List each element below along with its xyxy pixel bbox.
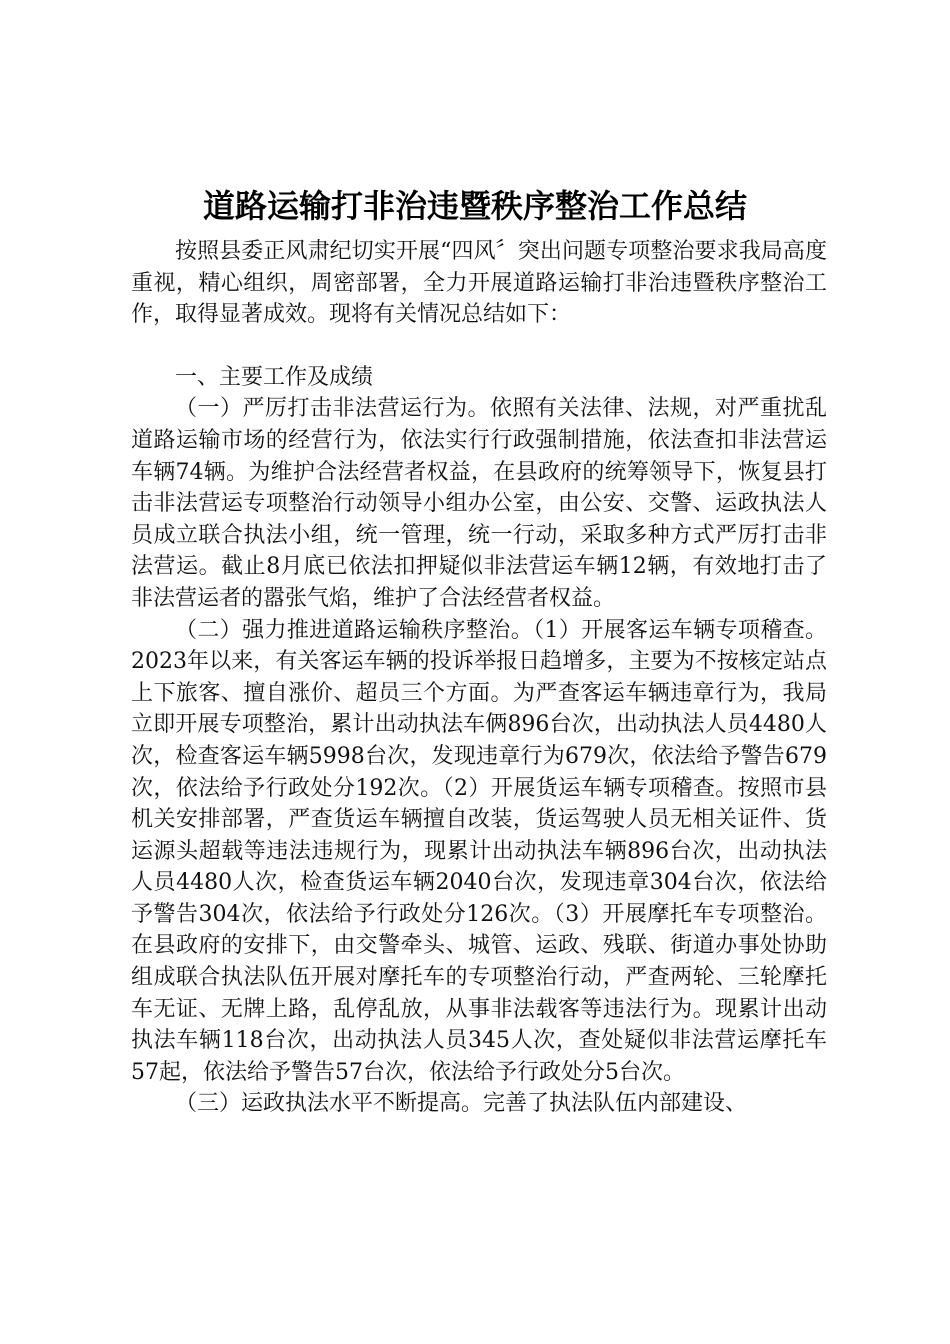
paragraph-item-3: （三）运政执法水平不断提高。完善了执法队伍内部建设、 xyxy=(175,1091,748,1117)
document-title: 道路运输打非治违暨秩序整治工作总结 xyxy=(202,187,747,225)
intro-paragraph: 按照县委正风肃纪切实开展“四风〞突出问题专项整治要求我局高度重视，精心组织，周密部署，全力开展道路运输打非治违暨秩序整治工作，取得显著成效。现将有关情况总结如下： xyxy=(131,239,827,328)
section-heading-main-work: 一、主要工作及成绩 xyxy=(175,364,374,390)
document-body xyxy=(131,236,827,1120)
paragraph-item-1: （一）严厉打击非法营运行为。依照有关法律、法规，对严重扰乱道路运输市场的经营行为，依法实行行政强制措施，依法查扣非法营运车辆74辆。为维护合法经营者权益，在县政府的统筹领导下，恢复县打击非法营运专项整治行动领导小组办公室，由公安、交警、运政执法人员成立联合执法小组，统一管理，统一行动，采取多种方式严厉打击非法营运。截止8月底已依法扣押疑似非法营运车辆12辆，有效地打击了非法营运者的嚣张气焰，维护了合法经营者权益。 xyxy=(131,396,827,611)
paragraph-item-2: （二）强力推进道路运输秩序整治。（1）开展客运车辆专项稽查。2023年以来，有关客运车辆的投诉举报日趋增多，主要为不按核定站点上下旅客、擅自涨价、超员三个方面。为严查客运车辆违章行为，我局立即开展专项整治，累计出动执法车俩896台次，出动执法人员4480人次，检查客运车辆5998台次，发现违章行为679次，依法给予警告679次，依法给予行政处分192次。（2）开展货运车辆专项稽查。按照市县机关安排部署，严查货运车辆擅自改装，货运驾驶人员无相关证件、货运源头超载等违法违规行为，现累计出动执法车辆896台次，出动执法人员4480人次，检查货运车辆2040台次，发现违章304台次，依法给予警告304次，依法给予行政处分126次。（3）开展摩托车专项整治。在县政府的安排下，由交警牵头、城管、运政、残联、街道办事处协助组成联合执法队伍开展对摩托车的专项整治行动，严查两轮、三轮摩托车无证、无牌上路，乱停乱放，从事非法载客等违法行为。现累计出动执法车辆118台次，出动执法人员345人次，查处疑似非法营运摩托车57起，依法给予警告57台次，依法给予行政处分5台次。 xyxy=(131,617,827,1085)
